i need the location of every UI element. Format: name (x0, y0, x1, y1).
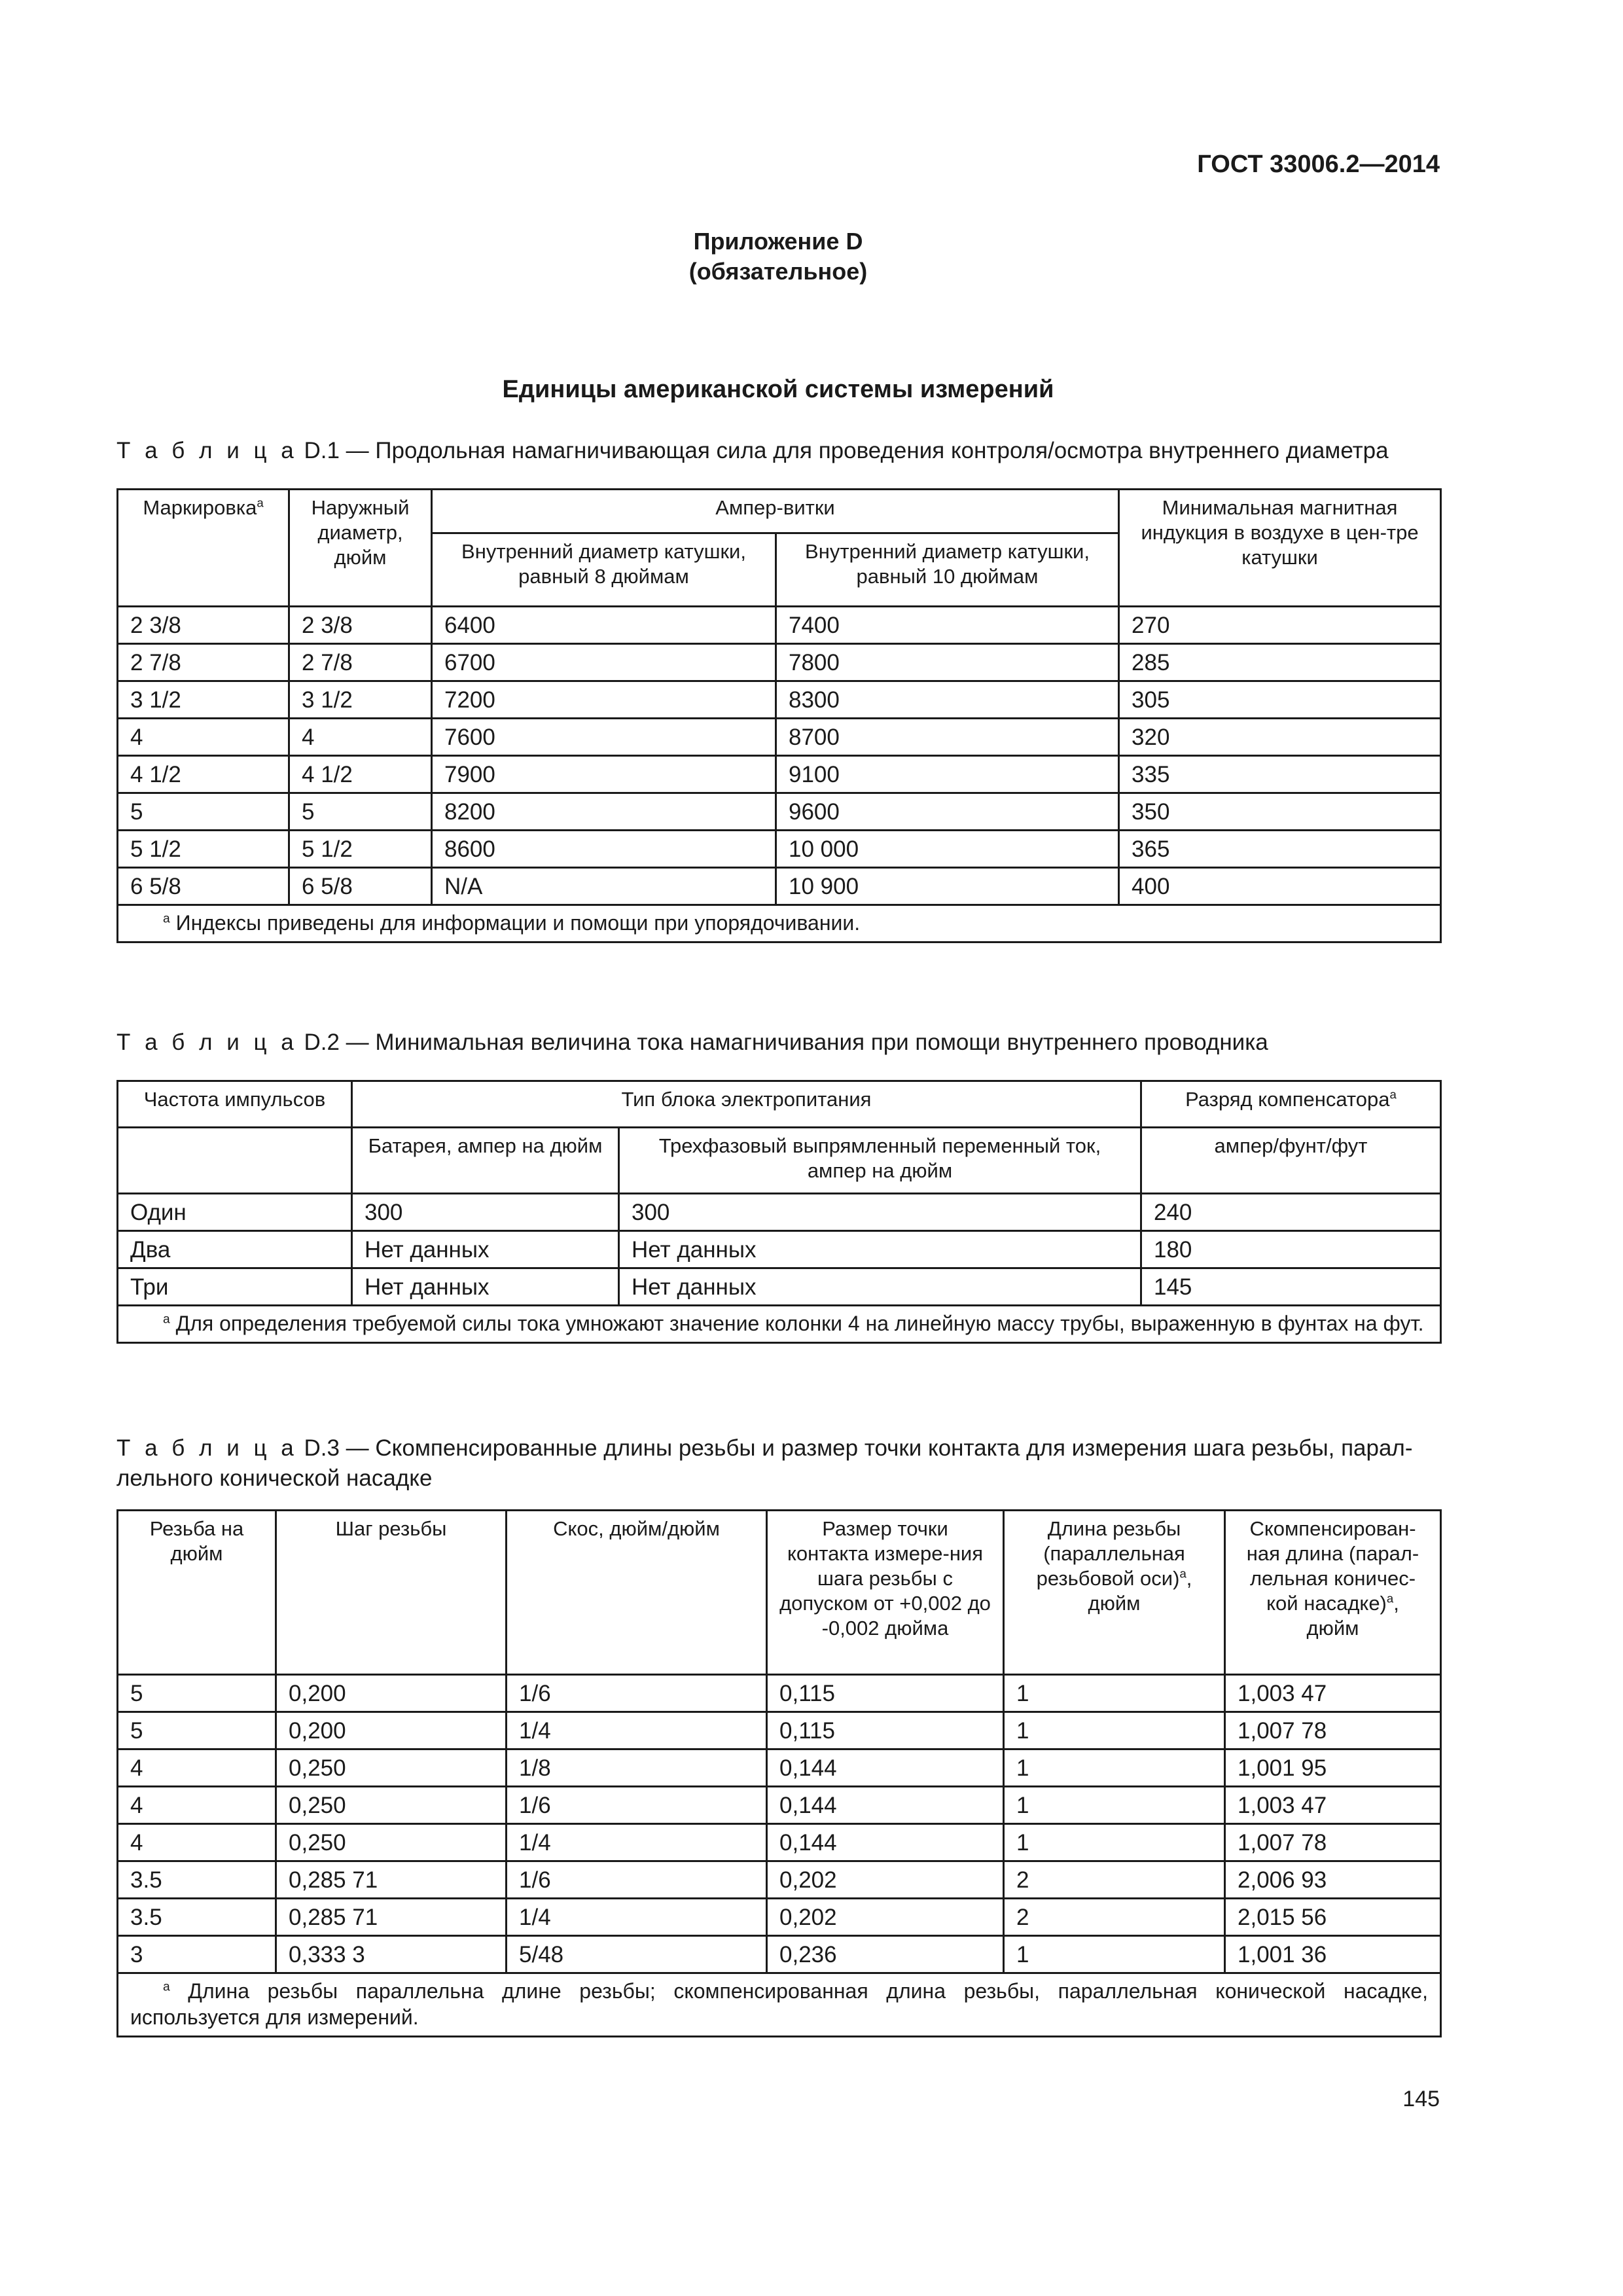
table3-cell: 1 (1004, 1936, 1225, 1973)
table2-cell: Нет данных (619, 1268, 1141, 1306)
table3-cell: 4 (118, 1787, 276, 1824)
col-units: ампер/фунт/фут (1141, 1128, 1441, 1194)
col-compensator: Разряд компенсатора$^a$ (1141, 1081, 1441, 1128)
table1-cell: 8600 (432, 831, 776, 868)
table3-cell: 3.5 (118, 1899, 276, 1936)
col-outer-diameter: Наружный диаметр, дюйм (289, 490, 432, 607)
table1-cell: 365 (1119, 831, 1441, 868)
table-row (118, 1675, 1441, 1712)
table-row (118, 644, 1441, 681)
table3-cell: 1/4 (507, 1824, 767, 1861)
table3-cell: 1 (1004, 1824, 1225, 1861)
table1-cell: 4 1/2 (118, 756, 289, 793)
table3-cell: 0,144 (767, 1787, 1004, 1824)
table1-cell: 335 (1119, 756, 1441, 793)
table3-cell: 1 (1004, 1749, 1225, 1787)
table2-cell: 180 (1141, 1231, 1441, 1268)
table3-cell: 0,115 (767, 1712, 1004, 1749)
table3-cell: 1/4 (507, 1899, 767, 1936)
table-row (118, 1824, 1441, 1861)
table1-cell: 320 (1119, 719, 1441, 756)
table3-cell: 0,250 (276, 1824, 507, 1861)
table3-cell: 1 (1004, 1712, 1225, 1749)
col-coil-10: Внутренний диаметр катушки, равный 10 дюймам (776, 533, 1119, 606)
table2-cell: Нет данных (619, 1231, 1141, 1268)
table-row (118, 607, 1441, 644)
table1-cell: 350 (1119, 793, 1441, 831)
table1-cell: 7600 (432, 719, 776, 756)
table-d1 (116, 488, 1442, 943)
table3-cell: 0,202 (767, 1899, 1004, 1936)
table2-cell: 240 (1141, 1194, 1441, 1231)
table3-cell: 1,007 78 (1225, 1824, 1441, 1861)
table3-cell: 0,200 (276, 1675, 507, 1712)
table3-cell: 0,115 (767, 1675, 1004, 1712)
table3-cell: 0,202 (767, 1861, 1004, 1899)
table3-caption (116, 1433, 1440, 1494)
table3-cell: 1,001 95 (1225, 1749, 1441, 1787)
table3-label: Т а б л и ц а (116, 1435, 298, 1461)
table3-cell: 3 (118, 1936, 276, 1973)
table3-cell: 0,285 71 (276, 1899, 507, 1936)
table3-cell: 1,003 47 (1225, 1675, 1441, 1712)
table1-cell: 8200 (432, 793, 776, 831)
table1-cell: 5 (118, 793, 289, 831)
table1-cell: 4 1/2 (289, 756, 432, 793)
table2-caption-text: D.2 — Минимальная величина тока намагничивания при помощи внутреннего проводника (297, 1030, 1268, 1055)
col-marking: Маркировка$^a$ (118, 490, 289, 607)
table1-cell: 10 900 (776, 868, 1119, 905)
table3-cell: 2 (1004, 1899, 1225, 1936)
table1-cell: 7400 (776, 607, 1119, 644)
table2-caption (116, 1028, 1440, 1058)
table2-cell: 300 (352, 1194, 619, 1231)
table1-cell: 5 1/2 (118, 831, 289, 868)
table3-cell: 2,015 56 (1225, 1899, 1441, 1936)
table1-caption (116, 436, 1440, 466)
table1-cell: 5 1/2 (289, 831, 432, 868)
table1-cell: 6700 (432, 644, 776, 681)
table3-cell: 1/8 (507, 1749, 767, 1787)
section-title: Единицы американской системы измерений (502, 376, 1054, 403)
table1-cell: 2 3/8 (289, 607, 432, 644)
table3-cell: 0,144 (767, 1749, 1004, 1787)
table3-cell: 5 (118, 1675, 276, 1712)
col-contact-size: Размер точки контакта измере-ния шага резьбы с допуском от +0,002 до -0,002 дюйма (767, 1511, 1004, 1675)
table1-cell: 285 (1119, 644, 1441, 681)
table1-cell: 9600 (776, 793, 1119, 831)
table3-cell: 1/6 (507, 1861, 767, 1899)
table1-cell: 2 7/8 (289, 644, 432, 681)
col-pulse-frequency: Частота импульсов (118, 1081, 352, 1128)
table1-cell: 305 (1119, 681, 1441, 719)
table2-footnote: $^a$ Для определения требуемой силы тока умножают значение колонки 4 на линейную массу трубы, выраженную в фунтах на фут. (118, 1306, 1441, 1343)
table1-cell: N/A (432, 868, 776, 905)
annex-status: (обязательное) (688, 258, 868, 285)
table2-cell: 300 (619, 1194, 1141, 1231)
table3-cell: 4 (118, 1749, 276, 1787)
table3-cell: 1/6 (507, 1675, 767, 1712)
table3-cell: 3.5 (118, 1861, 276, 1899)
table-row (118, 1194, 1441, 1231)
table-row (118, 831, 1441, 868)
table2-cell: Два (118, 1231, 352, 1268)
table-row (118, 719, 1441, 756)
table1-footnote: $^a$ Индексы приведены для информации и помощи при упорядочивании. (118, 905, 1441, 942)
col-empty (118, 1128, 352, 1194)
table3-cell: 1 (1004, 1675, 1225, 1712)
col-power-type: Тип блока электропитания (352, 1081, 1141, 1128)
col-taper: Скос, дюйм/дюйм (507, 1511, 767, 1675)
annex-heading (116, 226, 1440, 287)
table-row (118, 1712, 1441, 1749)
annex-title: Приложение D (693, 228, 863, 255)
table-d2 (116, 1080, 1442, 1344)
table3-cell: 1,003 47 (1225, 1787, 1441, 1824)
table-row (118, 793, 1441, 831)
table3-cell: 1,001 36 (1225, 1936, 1441, 1973)
table-row (118, 1787, 1441, 1824)
table1-cell: 2 3/8 (118, 607, 289, 644)
table-row (118, 868, 1441, 905)
table-row (118, 1936, 1441, 1973)
col-battery: Батарея, ампер на дюйм (352, 1128, 619, 1194)
col-compensated-length: Скомпенсирован-ная длина (парал-лельная коничес-кой насадке)$^a$, дюйм (1225, 1511, 1441, 1675)
table1-label: Т а б л и ц а (116, 438, 298, 463)
table3-cell: 4 (118, 1824, 276, 1861)
table2-cell: Нет данных (352, 1231, 619, 1268)
table1-cell: 10 000 (776, 831, 1119, 868)
col-threads-per-inch: Резьба на дюйм (118, 1511, 276, 1675)
table1-cell: 400 (1119, 868, 1441, 905)
table1-cell: 4 (118, 719, 289, 756)
col-coil-8: Внутренний диаметр катушки, равный 8 дюймам (432, 533, 776, 606)
table3-cell: 0,144 (767, 1824, 1004, 1861)
table3-cell: 2,006 93 (1225, 1861, 1441, 1899)
table3-cell: 2 (1004, 1861, 1225, 1899)
table3-cell: 1,007 78 (1225, 1712, 1441, 1749)
table-row (118, 756, 1441, 793)
table3-caption-text: D.3 — Скомпенсированные длины резьбы и размер точки контакта для измерения шага резьбы, парал-лельного конической насадке (116, 1435, 1413, 1491)
table3-cell: 1 (1004, 1787, 1225, 1824)
table1-cell: 5 (289, 793, 432, 831)
table1-cell: 6400 (432, 607, 776, 644)
table-row (118, 1749, 1441, 1787)
table2-label: Т а б л и ц а (116, 1030, 298, 1055)
table1-cell: 3 1/2 (118, 681, 289, 719)
table-row (118, 1861, 1441, 1899)
table1-cell: 6 5/8 (118, 868, 289, 905)
table-row (118, 681, 1441, 719)
table1-cell: 4 (289, 719, 432, 756)
table1-cell: 7900 (432, 756, 776, 793)
table3-footnote: $^a$ Длина резьбы параллельна длине резьбы; скомпенсированная длина резьбы, параллельная конической насадке, используется для измерений. (118, 1973, 1441, 2037)
table3-cell: 0,250 (276, 1787, 507, 1824)
table3-cell: 0,250 (276, 1749, 507, 1787)
table1-cell: 7800 (776, 644, 1119, 681)
table3-cell: 5 (118, 1712, 276, 1749)
table3-cell: 0,236 (767, 1936, 1004, 1973)
table1-cell: 7200 (432, 681, 776, 719)
table-row (118, 1899, 1441, 1936)
table1-caption-text: D.1 — Продольная намагничивающая сила для проведения контроля/осмотра внутреннего диаметра (297, 438, 1389, 463)
table1-cell: 6 5/8 (289, 868, 432, 905)
table3-cell: 1/6 (507, 1787, 767, 1824)
table3-cell: 5/48 (507, 1936, 767, 1973)
col-thread-pitch: Шаг резьбы (276, 1511, 507, 1675)
table3-cell: 0,285 71 (276, 1861, 507, 1899)
col-min-induction: Минимальная магнитная индукция в воздухе в цен-тре катушки (1119, 490, 1441, 607)
table-row (118, 1231, 1441, 1268)
table2-cell: Один (118, 1194, 352, 1231)
table1-cell: 8700 (776, 719, 1119, 756)
table2-cell: 145 (1141, 1268, 1441, 1306)
col-amp-turns: Ампер-витки (432, 490, 1119, 533)
table2-cell: Нет данных (352, 1268, 619, 1306)
table1-cell: 8300 (776, 681, 1119, 719)
page-number: 145 (1402, 2087, 1440, 2111)
col-thread-length: Длина резьбы (параллельная резьбовой оси)$^a$, дюйм (1004, 1511, 1225, 1675)
table3-cell: 1/4 (507, 1712, 767, 1749)
col-three-phase: Трехфазовый выпрямленный переменный ток, ампер на дюйм (619, 1128, 1141, 1194)
table1-cell: 9100 (776, 756, 1119, 793)
standard-number: ГОСТ 33006.2—2014 (1197, 151, 1440, 178)
table-d3 (116, 1509, 1442, 2037)
table3-cell: 0,333 3 (276, 1936, 507, 1973)
table1-cell: 270 (1119, 607, 1441, 644)
table-row (118, 1268, 1441, 1306)
table2-cell: Три (118, 1268, 352, 1306)
table1-cell: 2 7/8 (118, 644, 289, 681)
table3-cell: 0,200 (276, 1712, 507, 1749)
table1-cell: 3 1/2 (289, 681, 432, 719)
